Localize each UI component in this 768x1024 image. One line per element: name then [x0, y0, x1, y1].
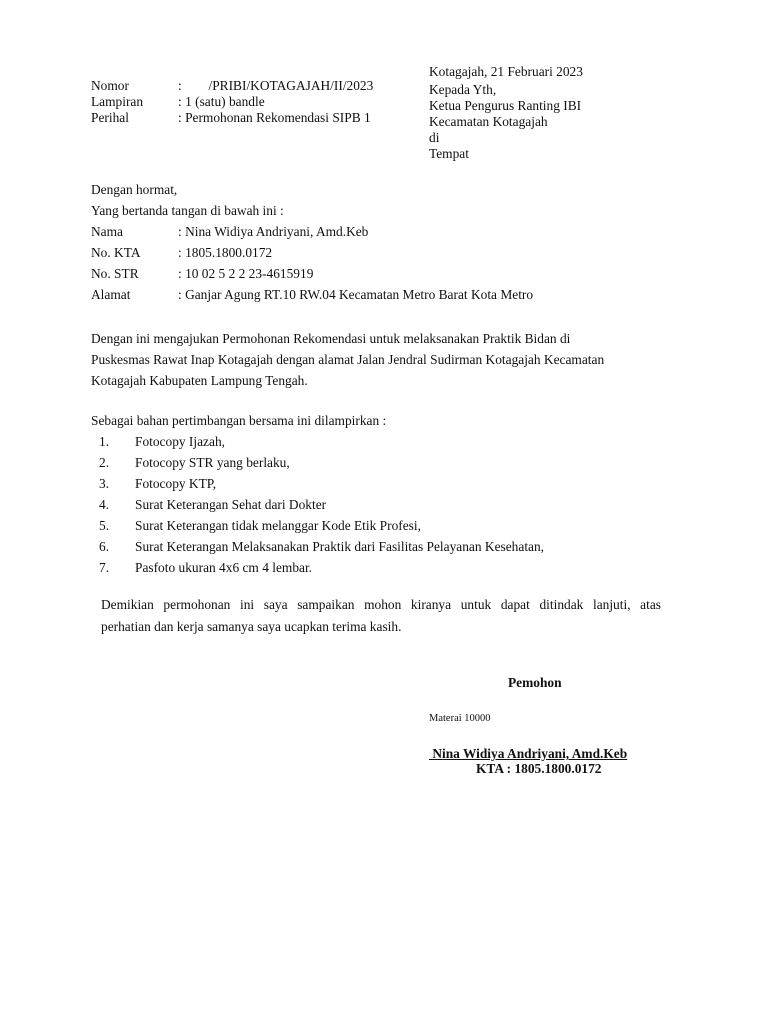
list-number: 4. [99, 497, 110, 512]
list-text: Surat Keterangan Sehat dari Dokter [135, 497, 327, 512]
meta-nomor [91, 78, 373, 94]
list-item [99, 455, 619, 471]
recipient-line-5: Tempat [429, 146, 469, 161]
recipient-line-1: Kepada Yth, [429, 82, 497, 97]
identity-str [91, 266, 313, 282]
greeting: Dengan hormat, [91, 182, 178, 197]
list-item [99, 476, 619, 492]
list-text: Pasfoto ukuran 4x6 cm 4 lembar. [135, 560, 313, 575]
meta-label: Lampiran [91, 94, 144, 109]
signer-kta: KTA : 1805.1800.0172 [476, 761, 602, 776]
meta-value: : /PRIBI/KOTAGAJAH/II/2023 [178, 78, 374, 93]
list-text: Fotocopy KTP, [135, 476, 217, 491]
identity-value: : Nina Widiya Andriyani, Amd.Keb [178, 224, 369, 239]
meta-lampiran [91, 94, 265, 110]
signature-title: Pemohon [508, 675, 562, 690]
list-text: Surat Keterangan Melaksanakan Praktik dari Fasilitas Pelayanan Kesehatan, [135, 539, 545, 554]
list-text: Fotocopy Ijazah, [135, 434, 225, 449]
meta-value: : Permohonan Rekomendasi SIPB 1 [178, 110, 371, 125]
identity-label: No. STR [91, 266, 139, 281]
list-text: Fotocopy STR yang berlaku, [135, 455, 290, 470]
list-item [99, 434, 619, 450]
intro: Yang bertanda tangan di bawah ini : [91, 203, 284, 218]
recipient-line-2: Ketua Pengurus Ranting IBI [429, 98, 582, 113]
list-text: Surat Keterangan tidak melanggar Kode Etik Profesi, [135, 518, 421, 533]
identity-kta [91, 245, 272, 261]
place-date: Kotagajah, 21 Februari 2023 [429, 64, 583, 79]
meta-value: : 1 (satu) bandle [178, 94, 265, 109]
identity-label: No. KTA [91, 245, 141, 260]
list-number: 3. [99, 476, 110, 491]
identity-label: Nama [91, 224, 123, 239]
identity-value: : 10 02 5 2 2 23-4615919 [178, 266, 314, 281]
identity-value: : 1805.1800.0172 [178, 245, 273, 260]
recipient-line-3: Kecamatan Kotagajah [429, 114, 548, 129]
recipient-line-4: di [429, 130, 440, 145]
attachments-intro: Sebagai bahan pertimbangan bersama ini dilampirkan : [91, 413, 387, 428]
list-number: 5. [99, 518, 110, 533]
identity-value: : Ganjar Agung RT.10 RW.04 Kecamatan Metro Barat Kota Metro [178, 287, 534, 302]
request-line-2: Puskesmas Rawat Inap Kotagajah dengan alamat Jalan Jendral Sudirman Kotagajah Kecamatan [91, 352, 605, 367]
list-item [99, 560, 619, 576]
request-line-3: Kotagajah Kabupaten Lampung Tengah. [91, 373, 308, 388]
list-number: 7. [99, 560, 110, 575]
list-item [99, 518, 619, 534]
meta-label: Perihal [91, 110, 129, 125]
request-line-1: Dengan ini mengajukan Permohonan Rekomendasi untuk melaksanakan Praktik Bidan di [91, 331, 571, 346]
meta-perihal [91, 110, 371, 126]
identity-nama [91, 224, 368, 240]
signer-name: Nina Widiya Andriyani, Amd.Keb [429, 746, 628, 761]
list-item [99, 539, 619, 555]
closing-line-1: Demikian permohonan ini saya sampaikan mohon kiranya untuk dapat ditindak lanjuti, atas [101, 597, 661, 612]
list-number: 2. [99, 455, 110, 470]
stamp-note: Materai 10000 [429, 713, 491, 724]
identity-label: Alamat [91, 287, 131, 302]
list-number: 1. [99, 434, 110, 449]
list-number: 6. [99, 539, 110, 554]
identity-alamat [91, 287, 533, 303]
meta-label: Nomor [91, 78, 129, 93]
list-item [99, 497, 619, 513]
closing-line-2: perhatian dan kerja samanya saya ucapkan terima kasih. [101, 619, 402, 634]
